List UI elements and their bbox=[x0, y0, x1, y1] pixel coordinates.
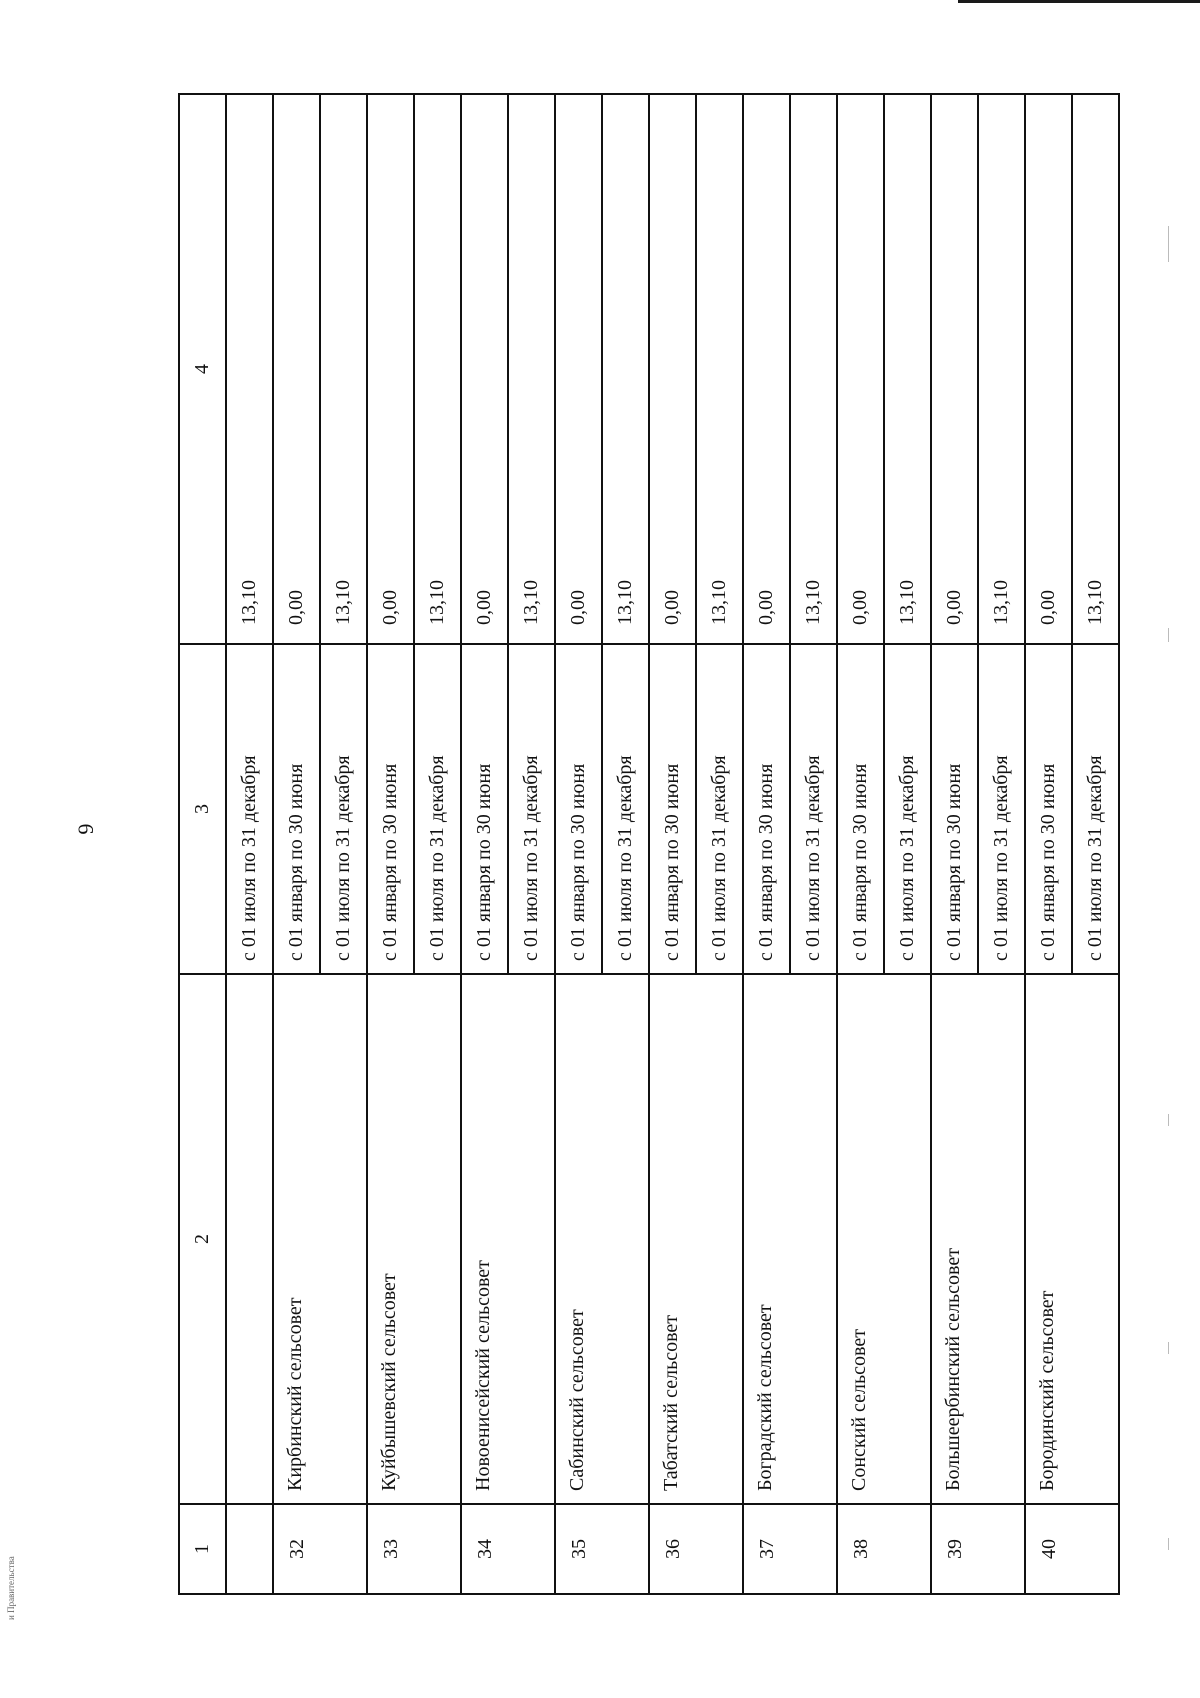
scan-edge-mark bbox=[958, 0, 1200, 3]
table-cell-number: 37 bbox=[743, 1504, 837, 1594]
table-cell-number: 32 bbox=[273, 1504, 367, 1594]
table-cell-value: 0,00 bbox=[461, 94, 508, 644]
table-cell-name: Куйбышевский сельсовет bbox=[367, 974, 461, 1504]
table-row bbox=[273, 94, 320, 1594]
table-cell-period: с 01 января по 30 июня bbox=[743, 644, 790, 974]
table-cell-value: 13,10 bbox=[790, 94, 837, 644]
tariff-table-frame bbox=[178, 95, 1106, 1595]
table-cell-number: 38 bbox=[837, 1504, 931, 1594]
table-row bbox=[743, 94, 790, 1594]
scan-dash bbox=[1168, 1342, 1169, 1354]
table-body bbox=[226, 94, 1119, 1594]
table-cell-value: 13,10 bbox=[414, 94, 461, 644]
table-cell-period: с 01 января по 30 июня bbox=[931, 644, 978, 974]
table-cell-name: Новоенисейский сельсовет bbox=[461, 974, 555, 1504]
table-cell-name: Большеербинский сельсовет bbox=[931, 974, 1025, 1504]
table-cell-name: Кирбинский сельсовет bbox=[273, 974, 367, 1504]
table-cell-value: 13,10 bbox=[602, 94, 649, 644]
table-cell-period: с 01 июля по 31 декабря bbox=[320, 644, 367, 974]
table-row bbox=[931, 94, 978, 1594]
table-row bbox=[461, 94, 508, 1594]
table-cell-name: Сонский сельсовет bbox=[837, 974, 931, 1504]
table-cell-period: с 01 июля по 31 декабря bbox=[414, 644, 461, 974]
table-cell-number: 36 bbox=[649, 1504, 743, 1594]
table-cell-period: с 01 января по 30 июня bbox=[555, 644, 602, 974]
table-cell-value: 0,00 bbox=[555, 94, 602, 644]
table-cell-period: с 01 июля по 31 декабря bbox=[790, 644, 837, 974]
table-cell-period: с 01 июля по 31 декабря bbox=[696, 644, 743, 974]
column-header: 2 bbox=[179, 974, 226, 1504]
table-cell-value: 0,00 bbox=[273, 94, 320, 644]
table-cell-value: 13,10 bbox=[696, 94, 743, 644]
column-header: 1 bbox=[179, 1504, 226, 1594]
table-cell-period: с 01 января по 30 июня bbox=[649, 644, 696, 974]
table-cell-number: 40 bbox=[1025, 1504, 1119, 1594]
table-cell-number: 39 bbox=[931, 1504, 1025, 1594]
scan-dash bbox=[1168, 1538, 1169, 1550]
table-cell-name: Бородинский сельсовет bbox=[1025, 974, 1119, 1504]
table-cell-number bbox=[226, 1504, 273, 1594]
table-cell-period: с 01 января по 30 июня bbox=[461, 644, 508, 974]
table-cell-value: 13,10 bbox=[1072, 94, 1119, 644]
table-row bbox=[226, 94, 273, 1594]
table-cell-name bbox=[226, 974, 273, 1504]
table-cell-period: с 01 января по 30 июня bbox=[837, 644, 884, 974]
table-cell-period: с 01 июля по 31 декабря bbox=[508, 644, 555, 974]
scan-dash bbox=[1168, 1114, 1169, 1126]
table-cell-value: 13,10 bbox=[508, 94, 555, 644]
table-cell-name: Табатский сельсовет bbox=[649, 974, 743, 1504]
table-cell-period: с 01 июля по 31 декабря bbox=[1072, 644, 1119, 974]
table-cell-period: с 01 июля по 31 декабря bbox=[602, 644, 649, 974]
table-cell-period: с 01 января по 30 июня bbox=[1025, 644, 1072, 974]
column-header: 4 bbox=[179, 94, 226, 644]
table-row bbox=[555, 94, 602, 1594]
table-cell-number: 35 bbox=[555, 1504, 649, 1594]
table-cell-value: 13,10 bbox=[978, 94, 1025, 644]
table-row bbox=[837, 94, 884, 1594]
table-cell-value: 0,00 bbox=[1025, 94, 1072, 644]
table-cell-value: 0,00 bbox=[837, 94, 884, 644]
scan-stamp-text: и Правительства bbox=[6, 1556, 16, 1620]
table-cell-value: 13,10 bbox=[884, 94, 931, 644]
table-row bbox=[649, 94, 696, 1594]
page-number: 6 bbox=[73, 823, 99, 835]
table-cell-value: 13,10 bbox=[226, 94, 273, 644]
table-cell-value: 0,00 bbox=[743, 94, 790, 644]
column-header: 3 bbox=[179, 644, 226, 974]
table-row bbox=[367, 94, 414, 1594]
scan-dash bbox=[1168, 628, 1169, 642]
table-cell-name: Боградский сельсовет bbox=[743, 974, 837, 1504]
table-cell-number: 34 bbox=[461, 1504, 555, 1594]
table-cell-value: 0,00 bbox=[367, 94, 414, 644]
table-cell-period: с 01 июля по 31 декабря bbox=[884, 644, 931, 974]
table-cell-period: с 01 января по 30 июня bbox=[273, 644, 320, 974]
table-cell-period: с 01 июля по 31 декабря bbox=[978, 644, 1025, 974]
table-cell-value: 0,00 bbox=[649, 94, 696, 644]
table-cell-name: Сабинский сельсовет bbox=[555, 974, 649, 1504]
table-cell-value: 13,10 bbox=[320, 94, 367, 644]
tariff-table bbox=[178, 93, 1120, 1595]
table-cell-number: 33 bbox=[367, 1504, 461, 1594]
table-row bbox=[1025, 94, 1072, 1594]
scan-dash bbox=[1168, 226, 1169, 262]
table-header-row bbox=[179, 94, 226, 1594]
table-cell-period: с 01 января по 30 июня bbox=[367, 644, 414, 974]
table-cell-value: 0,00 bbox=[931, 94, 978, 644]
table-cell-period: с 01 июля по 31 декабря bbox=[226, 644, 273, 974]
